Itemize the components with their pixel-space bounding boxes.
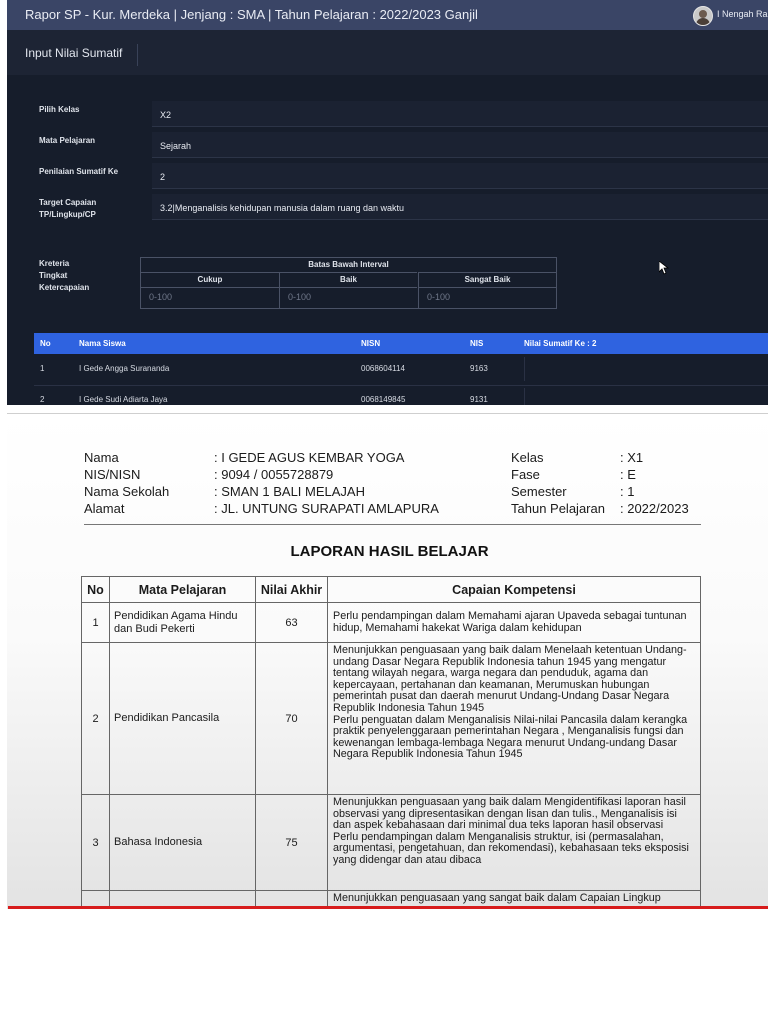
score-input[interactable] — [524, 357, 768, 381]
nama-key: Nama — [84, 450, 119, 465]
criteria-name: Sangat Baik — [464, 275, 511, 284]
row-nis: 9163 — [470, 364, 488, 373]
sumatif-label: Penilaian Sumatif Ke — [39, 167, 119, 176]
tahun-key: Tahun Pelajaran — [511, 501, 605, 516]
criteria-label — [39, 258, 89, 294]
top-bar — [7, 0, 768, 30]
target-label — [39, 197, 96, 221]
col-name: Nama Siswa — [79, 339, 126, 348]
row-score: 70 — [256, 643, 328, 795]
row-nisn: 0068604114 — [361, 364, 405, 373]
alamat-key: Alamat — [84, 501, 125, 516]
row-competency: Menunjukkan penguasaan yang sangat baik dalam Capaian Lingkup — [328, 891, 701, 910]
row-nisn: 0068149845 — [361, 395, 406, 404]
criteria-col-cukup — [141, 272, 279, 308]
tahun-value: : 2022/2023 — [620, 501, 689, 516]
col-no: No — [82, 577, 110, 603]
students-table-header — [34, 333, 768, 354]
user-name[interactable]: I Nengah Ra — [717, 9, 768, 19]
row-competency: Perlu pendampingan dalam Memahami ajaran Upaveda sebagai tuntunan hidup, Memahami hakekat Wariga dalam kehidupan — [328, 603, 701, 643]
criteria-name: Baik — [340, 275, 357, 284]
nis-value: : 9094 / 0055728879 — [214, 467, 334, 482]
fase-key: Fase — [511, 467, 540, 482]
row-competency: Menunjukkan penguasaan yang baik dalam Menelaah ketentuan Undang-undang Dasar Negara Republik Indonesia tahun 1945 yang mengatur tentang wilayah negara, warga negara dan penduduk, agama dan kepercayaan, pertahanan dan keamanan, Merumuskan hubungan pemerintah pusat dan daerah menurut Undang-Undang Dasar Negara Republik Indonesia Tahun 1945 Perlu penguatan dalam Menganalisis Nilai-nilai Pancasila dalam kerangka praktik penyelenggaraan pemerintahan Negara , Menganalisis fungsi dan kewenangan lembaga-lembaga Negara menurut Undang-undang Dasar Negara Republik Indonesia Tahun 1945 — [328, 643, 701, 795]
row-no: 3 — [82, 795, 110, 891]
fase-value: : E — [620, 467, 636, 482]
row-score: 63 — [256, 603, 328, 643]
row-nis: 9131 — [470, 395, 488, 404]
semester-key: Semester — [511, 484, 567, 499]
app-window — [7, 0, 768, 405]
grades-table — [81, 576, 701, 909]
grades-header-row — [82, 577, 701, 603]
table-row — [34, 354, 768, 386]
criteria-col-sangat-baik — [418, 272, 556, 308]
nama-value: : I GEDE AGUS KEMBAR YOGA — [214, 450, 405, 465]
criteria-label-line1: Kreteria — [39, 259, 70, 268]
target-label-line2: TP/Lingkup/CP — [39, 210, 96, 219]
col-final-score: Nilai Akhir — [256, 577, 328, 603]
criteria-col-baik — [279, 272, 417, 308]
row-subject: Pendidikan Pancasila — [110, 643, 256, 795]
kelas-value: : X1 — [620, 450, 644, 465]
criteria-label-line2: Tingkat — [39, 271, 68, 280]
criteria-header: Batas Bawah Interval — [308, 260, 389, 269]
row-no: 2 — [40, 395, 45, 404]
table-row — [82, 643, 701, 795]
cukup-input[interactable]: 0-100 — [141, 287, 279, 308]
col-nis: NIS — [470, 339, 484, 348]
semester-value: : 1 — [620, 484, 635, 499]
page-title: Input Nilai Sumatif — [25, 46, 123, 60]
nis-key: NIS/NISN — [84, 467, 141, 482]
kelas-select[interactable]: X2 — [152, 101, 768, 127]
mapel-select[interactable]: Sejarah — [152, 132, 768, 158]
mouse-cursor-icon — [659, 261, 669, 275]
sekolah-value: : SMAN 1 BALI MELAJAH — [214, 484, 365, 499]
kelas-label: Pilih Kelas — [39, 105, 80, 114]
row-name: I Gede Angga Surananda — [79, 364, 170, 373]
video-progress-bar[interactable] — [8, 906, 768, 909]
col-no: No — [40, 339, 51, 348]
table-row — [82, 795, 701, 891]
row-no: 1 — [82, 603, 110, 643]
col-score: Nilai Sumatif Ke : 2 — [524, 339, 597, 348]
report-title: LAPORAN HASIL BELAJAR — [290, 543, 489, 560]
row-no: 2 — [82, 643, 110, 795]
sumatif-select[interactable]: 2 — [152, 163, 768, 189]
row-score: 75 — [256, 795, 328, 891]
criteria-table — [140, 257, 557, 309]
baik-input[interactable]: 0-100 — [280, 287, 417, 308]
avatar[interactable] — [693, 6, 713, 26]
sangat-baik-input[interactable]: 0-100 — [419, 287, 556, 308]
criteria-label-line3: Ketercapaian — [39, 283, 90, 292]
col-nisn: NISN — [361, 339, 381, 348]
row-name: I Gede Sudi Adiarta Jaya — [79, 395, 168, 404]
header-divider — [84, 524, 701, 525]
table-row — [34, 385, 768, 405]
criteria-name: Cukup — [197, 275, 223, 284]
row-competency: Menunjukkan penguasaan yang baik dalam Mengidentifikasi laporan hasil observasi yang dipresentasikan dengan lisan dan tulis., Menganalisis isi dan aspek kebahasaan dari minimal dua teks laporan hasil observasi Perlu pendampingan dalam Menganalisis struktur, isi (permasalahan, argumentasi, pengetahuan, dan rekomendasi), kebahasaan teks eksposisi yang didengar dan atau dibaca — [328, 795, 701, 891]
row-subject: Pendidikan Agama Hindu dan Budi Pekerti — [110, 603, 256, 643]
sekolah-key: Nama Sekolah — [84, 484, 170, 499]
title-divider — [137, 44, 138, 66]
row-no: 1 — [40, 364, 45, 373]
score-input[interactable] — [524, 388, 768, 405]
col-competency: Capaian Kompetensi — [328, 577, 701, 603]
kelas-key: Kelas — [511, 450, 544, 465]
target-select[interactable]: 3.2|Menganalisis kehidupan manusia dalam ruang dan waktu — [152, 194, 768, 220]
app-title: Rapor SP - Kur. Merdeka | Jenjang : SMA | Tahun Pelajaran : 2022/2023 Ganjil — [25, 7, 478, 22]
page-header — [7, 30, 768, 75]
target-label-line1: Target Capaian — [39, 198, 97, 207]
mapel-label: Mata Pelajaran — [39, 136, 96, 145]
table-row — [82, 603, 701, 643]
row-subject: Bahasa Indonesia — [110, 795, 256, 891]
alamat-value: : JL. UNTUNG SURAPATI AMLAPURA — [214, 501, 439, 516]
col-subject: Mata Pelajaran — [110, 577, 256, 603]
report-document — [7, 413, 768, 909]
